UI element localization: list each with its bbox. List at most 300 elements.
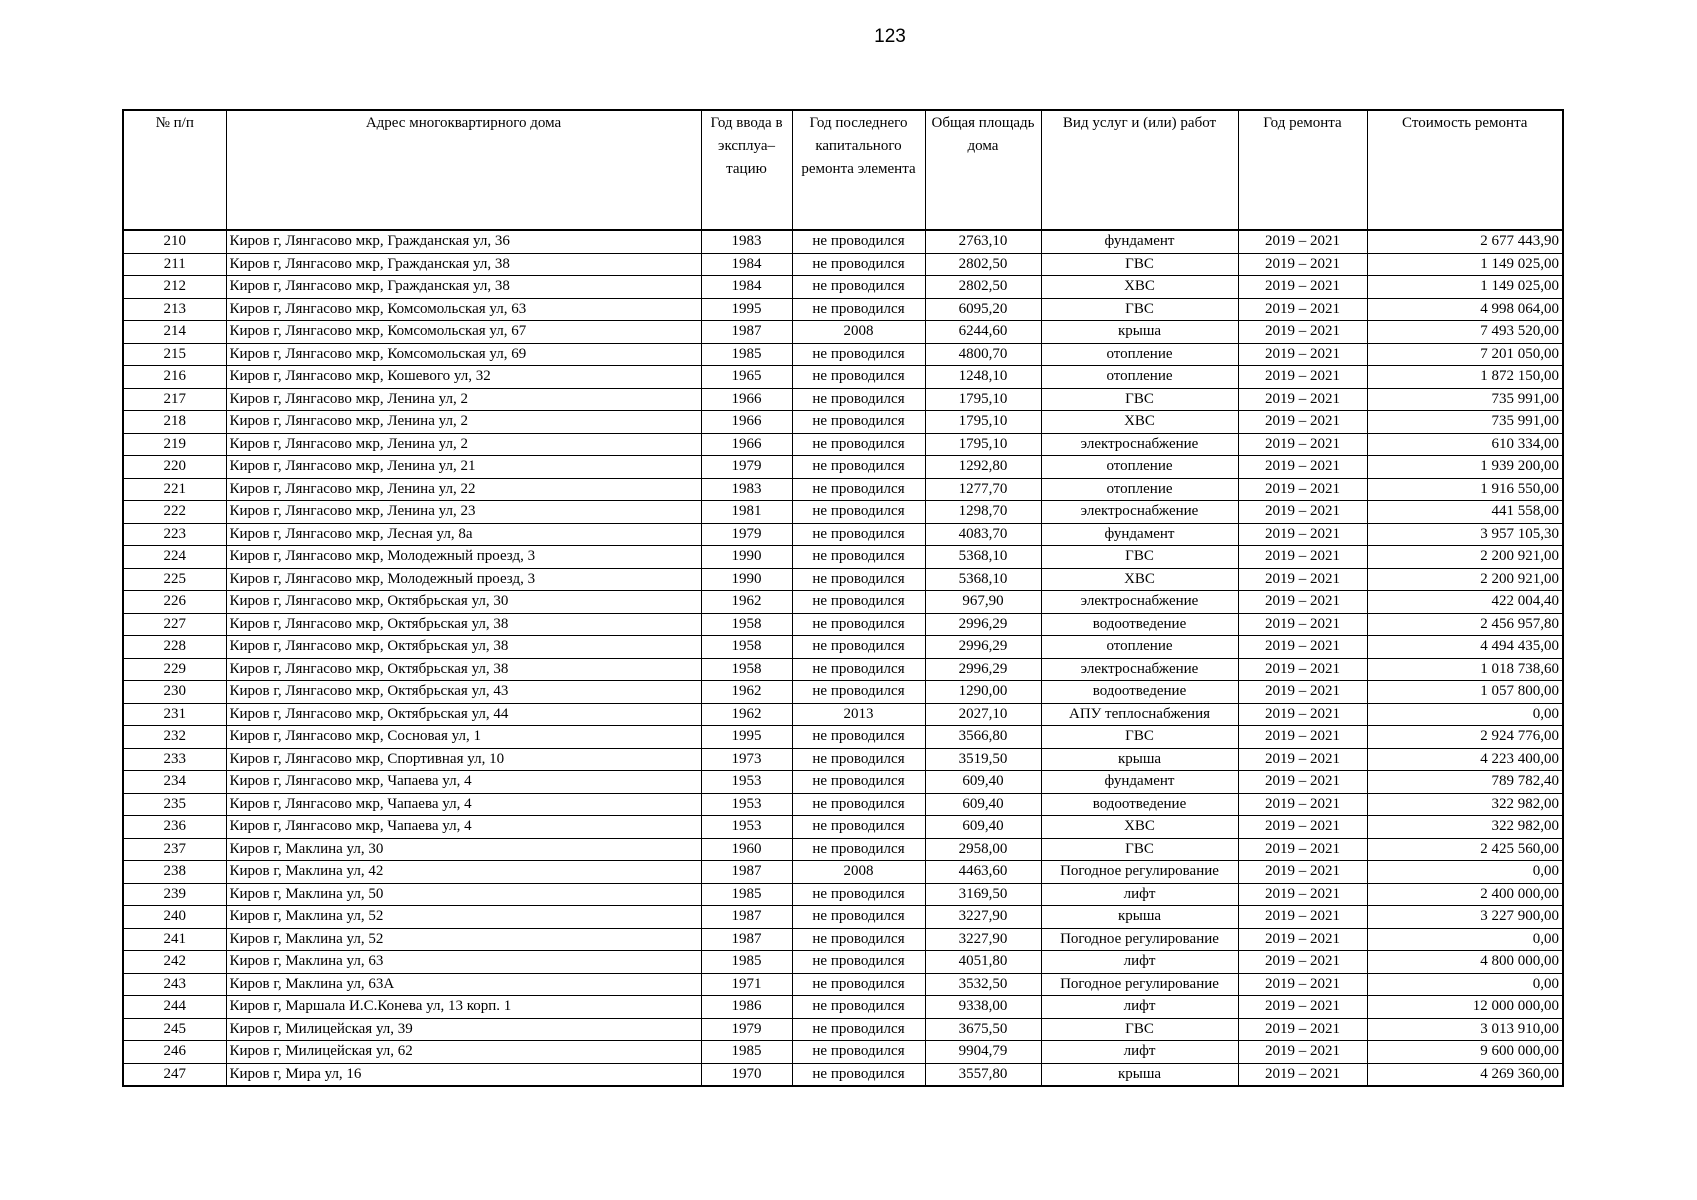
cell-area: 6095,20 <box>925 298 1041 321</box>
cell-last-repair: не проводился <box>792 658 925 681</box>
table-row <box>123 681 1563 704</box>
cell-address: Киров г, Лянгасово мкр, Октябрьская ул, 38 <box>226 613 701 636</box>
cell-number: 231 <box>123 703 226 726</box>
cell-address: Киров г, Лянгасово мкр, Ленина ул, 23 <box>226 501 701 524</box>
cell-cost: 2 200 921,00 <box>1367 546 1563 569</box>
cell-area: 4463,60 <box>925 861 1041 884</box>
cell-year-built: 1986 <box>701 996 792 1019</box>
cell-last-repair: не проводился <box>792 478 925 501</box>
cell-work-type: ХВС <box>1041 276 1238 299</box>
cell-work-type: электроснабжение <box>1041 591 1238 614</box>
column-header-year-built: Год ввода в эксплуа–тацию <box>701 110 792 230</box>
cell-area: 1292,80 <box>925 456 1041 479</box>
cell-repair-year: 2019 – 2021 <box>1238 568 1367 591</box>
cell-repair-year: 2019 – 2021 <box>1238 523 1367 546</box>
cell-cost: 2 456 957,80 <box>1367 613 1563 636</box>
cell-repair-year: 2019 – 2021 <box>1238 230 1367 253</box>
cell-work-type: ГВС <box>1041 546 1238 569</box>
cell-repair-year: 2019 – 2021 <box>1238 861 1367 884</box>
cell-address: Киров г, Маклина ул, 30 <box>226 838 701 861</box>
cell-area: 3675,50 <box>925 1018 1041 1041</box>
cell-number: 210 <box>123 230 226 253</box>
cell-work-type: лифт <box>1041 951 1238 974</box>
cell-area: 3227,90 <box>925 906 1041 929</box>
cell-last-repair: не проводился <box>792 591 925 614</box>
cell-work-type: отопление <box>1041 456 1238 479</box>
cell-work-type: отопление <box>1041 478 1238 501</box>
table-row <box>123 253 1563 276</box>
cell-cost: 12 000 000,00 <box>1367 996 1563 1019</box>
cell-number: 217 <box>123 388 226 411</box>
table-row <box>123 726 1563 749</box>
cell-last-repair: не проводился <box>792 928 925 951</box>
cell-last-repair: не проводился <box>792 1018 925 1041</box>
cell-year-built: 1983 <box>701 230 792 253</box>
cell-address: Киров г, Лянгасово мкр, Гражданская ул, 38 <box>226 253 701 276</box>
cell-year-built: 1962 <box>701 591 792 614</box>
cell-address: Киров г, Лянгасово мкр, Октябрьская ул, 44 <box>226 703 701 726</box>
cell-work-type: водоотведение <box>1041 613 1238 636</box>
cell-last-repair: 2008 <box>792 861 925 884</box>
table-header-row <box>123 110 1563 230</box>
cell-address: Киров г, Лянгасово мкр, Гражданская ул, 36 <box>226 230 701 253</box>
cell-work-type: ГВС <box>1041 838 1238 861</box>
cell-last-repair: не проводился <box>792 388 925 411</box>
cell-area: 1795,10 <box>925 388 1041 411</box>
cell-cost: 2 924 776,00 <box>1367 726 1563 749</box>
column-header-last-repair: Год последнего капитального ремонта элемента <box>792 110 925 230</box>
cell-repair-year: 2019 – 2021 <box>1238 658 1367 681</box>
cell-cost: 441 558,00 <box>1367 501 1563 524</box>
cell-last-repair: не проводился <box>792 433 925 456</box>
cell-last-repair: не проводился <box>792 906 925 929</box>
cell-year-built: 1966 <box>701 433 792 456</box>
cell-number: 243 <box>123 973 226 996</box>
cell-cost: 1 018 738,60 <box>1367 658 1563 681</box>
cell-area: 4051,80 <box>925 951 1041 974</box>
cell-year-built: 1958 <box>701 613 792 636</box>
cell-year-built: 1987 <box>701 928 792 951</box>
cell-address: Киров г, Лянгасово мкр, Октябрьская ул, 30 <box>226 591 701 614</box>
cell-address: Киров г, Лянгасово мкр, Сосновая ул, 1 <box>226 726 701 749</box>
table-row <box>123 343 1563 366</box>
cell-last-repair: не проводился <box>792 838 925 861</box>
cell-repair-year: 2019 – 2021 <box>1238 478 1367 501</box>
cell-year-built: 1965 <box>701 366 792 389</box>
cell-work-type: фундамент <box>1041 771 1238 794</box>
cell-cost: 3 013 910,00 <box>1367 1018 1563 1041</box>
cell-repair-year: 2019 – 2021 <box>1238 321 1367 344</box>
cell-number: 224 <box>123 546 226 569</box>
cell-repair-year: 2019 – 2021 <box>1238 366 1367 389</box>
table-row <box>123 951 1563 974</box>
cell-cost: 1 149 025,00 <box>1367 253 1563 276</box>
table-row <box>123 276 1563 299</box>
cell-repair-year: 2019 – 2021 <box>1238 636 1367 659</box>
cell-area: 609,40 <box>925 816 1041 839</box>
cell-year-built: 1984 <box>701 253 792 276</box>
cell-repair-year: 2019 – 2021 <box>1238 951 1367 974</box>
cell-cost: 3 957 105,30 <box>1367 523 1563 546</box>
column-header-repair-year: Год ремонта <box>1238 110 1367 230</box>
cell-year-built: 1985 <box>701 343 792 366</box>
page-number: 123 <box>874 26 906 47</box>
cell-number: 225 <box>123 568 226 591</box>
cell-last-repair: не проводился <box>792 681 925 704</box>
cell-cost: 789 782,40 <box>1367 771 1563 794</box>
cell-address: Киров г, Лянгасово мкр, Чапаева ул, 4 <box>226 771 701 794</box>
cell-repair-year: 2019 – 2021 <box>1238 388 1367 411</box>
cell-last-repair: не проводился <box>792 613 925 636</box>
cell-year-built: 1971 <box>701 973 792 996</box>
cell-cost: 322 982,00 <box>1367 793 1563 816</box>
cell-area: 4083,70 <box>925 523 1041 546</box>
cell-number: 246 <box>123 1041 226 1064</box>
cell-number: 220 <box>123 456 226 479</box>
cell-work-type: лифт <box>1041 883 1238 906</box>
cell-number: 227 <box>123 613 226 636</box>
cell-year-built: 1984 <box>701 276 792 299</box>
cell-cost: 322 982,00 <box>1367 816 1563 839</box>
table-row <box>123 591 1563 614</box>
cell-year-built: 1973 <box>701 748 792 771</box>
table-row <box>123 433 1563 456</box>
cell-last-repair: 2013 <box>792 703 925 726</box>
cell-repair-year: 2019 – 2021 <box>1238 591 1367 614</box>
cell-cost: 4 223 400,00 <box>1367 748 1563 771</box>
cell-year-built: 1953 <box>701 793 792 816</box>
cell-address: Киров г, Лянгасово мкр, Ленина ул, 22 <box>226 478 701 501</box>
cell-last-repair: не проводился <box>792 951 925 974</box>
cell-address: Киров г, Маклина ул, 63 <box>226 951 701 974</box>
cell-last-repair: не проводился <box>792 501 925 524</box>
cell-last-repair: 2008 <box>792 321 925 344</box>
cell-area: 1248,10 <box>925 366 1041 389</box>
cell-repair-year: 2019 – 2021 <box>1238 838 1367 861</box>
cell-repair-year: 2019 – 2021 <box>1238 456 1367 479</box>
cell-number: 213 <box>123 298 226 321</box>
cell-address: Киров г, Маклина ул, 50 <box>226 883 701 906</box>
cell-repair-year: 2019 – 2021 <box>1238 748 1367 771</box>
cell-last-repair: не проводился <box>792 973 925 996</box>
cell-last-repair: не проводился <box>792 883 925 906</box>
table-row <box>123 703 1563 726</box>
cell-address: Киров г, Милицейская ул, 39 <box>226 1018 701 1041</box>
cell-repair-year: 2019 – 2021 <box>1238 906 1367 929</box>
cell-address: Киров г, Милицейская ул, 62 <box>226 1041 701 1064</box>
table-row <box>123 546 1563 569</box>
cell-repair-year: 2019 – 2021 <box>1238 996 1367 1019</box>
cell-number: 235 <box>123 793 226 816</box>
cell-repair-year: 2019 – 2021 <box>1238 1041 1367 1064</box>
cell-repair-year: 2019 – 2021 <box>1238 276 1367 299</box>
cell-work-type: ГВС <box>1041 388 1238 411</box>
cell-number: 212 <box>123 276 226 299</box>
cell-repair-year: 2019 – 2021 <box>1238 433 1367 456</box>
cell-work-type: электроснабжение <box>1041 433 1238 456</box>
cell-last-repair: не проводился <box>792 793 925 816</box>
cell-cost: 0,00 <box>1367 703 1563 726</box>
cell-year-built: 1966 <box>701 388 792 411</box>
cell-work-type: лифт <box>1041 1041 1238 1064</box>
cell-address: Киров г, Лянгасово мкр, Гражданская ул, 38 <box>226 276 701 299</box>
cell-year-built: 1979 <box>701 456 792 479</box>
cell-area: 3227,90 <box>925 928 1041 951</box>
cell-address: Киров г, Лянгасово мкр, Ленина ул, 2 <box>226 411 701 434</box>
cell-address: Киров г, Мира ул, 16 <box>226 1063 701 1086</box>
cell-repair-year: 2019 – 2021 <box>1238 973 1367 996</box>
cell-year-built: 1987 <box>701 861 792 884</box>
table-row <box>123 996 1563 1019</box>
cell-area: 2027,10 <box>925 703 1041 726</box>
cell-work-type: фундамент <box>1041 523 1238 546</box>
column-header-cost: Стоимость ремонта <box>1367 110 1563 230</box>
cell-cost: 735 991,00 <box>1367 388 1563 411</box>
cell-address: Киров г, Лянгасово мкр, Кошевого ул, 32 <box>226 366 701 389</box>
cell-last-repair: не проводился <box>792 996 925 1019</box>
cell-year-built: 1983 <box>701 478 792 501</box>
cell-cost: 1 916 550,00 <box>1367 478 1563 501</box>
cell-work-type: отопление <box>1041 343 1238 366</box>
cell-cost: 610 334,00 <box>1367 433 1563 456</box>
cell-repair-year: 2019 – 2021 <box>1238 298 1367 321</box>
cell-number: 214 <box>123 321 226 344</box>
cell-repair-year: 2019 – 2021 <box>1238 928 1367 951</box>
table-row <box>123 613 1563 636</box>
cell-number: 234 <box>123 771 226 794</box>
table-row <box>123 456 1563 479</box>
cell-cost: 1 057 800,00 <box>1367 681 1563 704</box>
cell-year-built: 1962 <box>701 681 792 704</box>
cell-year-built: 1953 <box>701 816 792 839</box>
cell-repair-year: 2019 – 2021 <box>1238 1018 1367 1041</box>
cell-work-type: водоотведение <box>1041 793 1238 816</box>
cell-address: Киров г, Лянгасово мкр, Октябрьская ул, 38 <box>226 658 701 681</box>
cell-address: Киров г, Лянгасово мкр, Комсомольская ул, 63 <box>226 298 701 321</box>
cell-repair-year: 2019 – 2021 <box>1238 1063 1367 1086</box>
cell-work-type: отопление <box>1041 366 1238 389</box>
cell-last-repair: не проводился <box>792 366 925 389</box>
cell-year-built: 1987 <box>701 906 792 929</box>
table-row <box>123 388 1563 411</box>
cell-year-built: 1990 <box>701 568 792 591</box>
cell-number: 211 <box>123 253 226 276</box>
cell-year-built: 1979 <box>701 1018 792 1041</box>
cell-cost: 9 600 000,00 <box>1367 1041 1563 1064</box>
cell-area: 2802,50 <box>925 253 1041 276</box>
cell-repair-year: 2019 – 2021 <box>1238 726 1367 749</box>
cell-year-built: 1985 <box>701 883 792 906</box>
cell-year-built: 1958 <box>701 636 792 659</box>
cell-address: Киров г, Лянгасово мкр, Чапаева ул, 4 <box>226 816 701 839</box>
cell-work-type: АПУ теплоснабжения <box>1041 703 1238 726</box>
table-row <box>123 793 1563 816</box>
table-row <box>123 1041 1563 1064</box>
cell-last-repair: не проводился <box>792 726 925 749</box>
cell-area: 9338,00 <box>925 996 1041 1019</box>
cell-area: 3566,80 <box>925 726 1041 749</box>
cell-cost: 4 269 360,00 <box>1367 1063 1563 1086</box>
cell-repair-year: 2019 – 2021 <box>1238 883 1367 906</box>
cell-repair-year: 2019 – 2021 <box>1238 816 1367 839</box>
cell-address: Киров г, Лянгасово мкр, Молодежный проезд, 3 <box>226 546 701 569</box>
cell-address: Киров г, Лянгасово мкр, Чапаева ул, 4 <box>226 793 701 816</box>
cell-repair-year: 2019 – 2021 <box>1238 343 1367 366</box>
cell-last-repair: не проводился <box>792 298 925 321</box>
cell-area: 2958,00 <box>925 838 1041 861</box>
cell-area: 3519,50 <box>925 748 1041 771</box>
cell-year-built: 1987 <box>701 321 792 344</box>
cell-number: 244 <box>123 996 226 1019</box>
cell-work-type: отопление <box>1041 636 1238 659</box>
column-header-area: Общая площадь дома <box>925 110 1041 230</box>
cell-address: Киров г, Маклина ул, 52 <box>226 906 701 929</box>
table-row <box>123 501 1563 524</box>
cell-address: Киров г, Маклина ул, 52 <box>226 928 701 951</box>
cell-cost: 0,00 <box>1367 861 1563 884</box>
cell-area: 3169,50 <box>925 883 1041 906</box>
cell-work-type: ГВС <box>1041 726 1238 749</box>
table-row <box>123 636 1563 659</box>
cell-area: 3557,80 <box>925 1063 1041 1086</box>
cell-address: Киров г, Лянгасово мкр, Ленина ул, 21 <box>226 456 701 479</box>
cell-address: Киров г, Маклина ул, 42 <box>226 861 701 884</box>
column-header-work-type: Вид услуг и (или) работ <box>1041 110 1238 230</box>
cell-area: 1795,10 <box>925 433 1041 456</box>
cell-cost: 0,00 <box>1367 928 1563 951</box>
cell-number: 228 <box>123 636 226 659</box>
table-row <box>123 928 1563 951</box>
cell-cost: 2 200 921,00 <box>1367 568 1563 591</box>
cell-last-repair: не проводился <box>792 748 925 771</box>
cell-address: Киров г, Маршала И.С.Конева ул, 13 корп. 1 <box>226 996 701 1019</box>
cell-last-repair: не проводился <box>792 343 925 366</box>
cell-area: 4800,70 <box>925 343 1041 366</box>
cell-number: 238 <box>123 861 226 884</box>
table-body <box>123 230 1563 1086</box>
cell-cost: 422 004,40 <box>1367 591 1563 614</box>
cell-address: Киров г, Лянгасово мкр, Лесная ул, 8а <box>226 523 701 546</box>
cell-year-built: 1970 <box>701 1063 792 1086</box>
cell-last-repair: не проводился <box>792 411 925 434</box>
cell-last-repair: не проводился <box>792 523 925 546</box>
cell-repair-year: 2019 – 2021 <box>1238 771 1367 794</box>
table-row <box>123 838 1563 861</box>
cell-area: 2996,29 <box>925 658 1041 681</box>
cell-cost: 0,00 <box>1367 973 1563 996</box>
cell-number: 236 <box>123 816 226 839</box>
cell-cost: 1 872 150,00 <box>1367 366 1563 389</box>
cell-area: 5368,10 <box>925 546 1041 569</box>
cell-cost: 1 939 200,00 <box>1367 456 1563 479</box>
cell-cost: 735 991,00 <box>1367 411 1563 434</box>
cell-area: 2763,10 <box>925 230 1041 253</box>
cell-work-type: лифт <box>1041 996 1238 1019</box>
cell-number: 242 <box>123 951 226 974</box>
cell-area: 5368,10 <box>925 568 1041 591</box>
cell-cost: 3 227 900,00 <box>1367 906 1563 929</box>
cell-number: 218 <box>123 411 226 434</box>
cell-number: 229 <box>123 658 226 681</box>
cell-number: 222 <box>123 501 226 524</box>
cell-repair-year: 2019 – 2021 <box>1238 411 1367 434</box>
table-row <box>123 1063 1563 1086</box>
cell-cost: 7 493 520,00 <box>1367 321 1563 344</box>
cell-year-built: 1985 <box>701 951 792 974</box>
cell-cost: 1 149 025,00 <box>1367 276 1563 299</box>
cell-address: Киров г, Лянгасово мкр, Комсомольская ул, 69 <box>226 343 701 366</box>
table-row <box>123 748 1563 771</box>
cell-number: 245 <box>123 1018 226 1041</box>
column-header-address: Адрес многоквартирного дома <box>226 110 701 230</box>
table-row <box>123 1018 1563 1041</box>
cell-cost: 4 800 000,00 <box>1367 951 1563 974</box>
cell-address: Киров г, Лянгасово мкр, Ленина ул, 2 <box>226 433 701 456</box>
cell-area: 2996,29 <box>925 636 1041 659</box>
cell-work-type: крыша <box>1041 748 1238 771</box>
cell-work-type: водоотведение <box>1041 681 1238 704</box>
cell-number: 216 <box>123 366 226 389</box>
table-row <box>123 568 1563 591</box>
cell-work-type: крыша <box>1041 1063 1238 1086</box>
cell-last-repair: не проводился <box>792 771 925 794</box>
cell-last-repair: не проводился <box>792 456 925 479</box>
cell-address: Киров г, Лянгасово мкр, Комсомольская ул, 67 <box>226 321 701 344</box>
cell-work-type: фундамент <box>1041 230 1238 253</box>
cell-year-built: 1960 <box>701 838 792 861</box>
cell-last-repair: не проводился <box>792 1063 925 1086</box>
cell-number: 223 <box>123 523 226 546</box>
cell-cost: 2 677 443,90 <box>1367 230 1563 253</box>
cell-last-repair: не проводился <box>792 276 925 299</box>
cell-last-repair: не проводился <box>792 1041 925 1064</box>
cell-cost: 2 425 560,00 <box>1367 838 1563 861</box>
cell-area: 967,90 <box>925 591 1041 614</box>
cell-area: 2996,29 <box>925 613 1041 636</box>
cell-number: 241 <box>123 928 226 951</box>
cell-repair-year: 2019 – 2021 <box>1238 681 1367 704</box>
cell-number: 215 <box>123 343 226 366</box>
cell-area: 609,40 <box>925 771 1041 794</box>
cell-cost: 7 201 050,00 <box>1367 343 1563 366</box>
cell-cost: 4 494 435,00 <box>1367 636 1563 659</box>
cell-address: Киров г, Лянгасово мкр, Спортивная ул, 10 <box>226 748 701 771</box>
cell-repair-year: 2019 – 2021 <box>1238 793 1367 816</box>
table-row <box>123 658 1563 681</box>
cell-number: 221 <box>123 478 226 501</box>
cell-year-built: 1995 <box>701 726 792 749</box>
table-row <box>123 478 1563 501</box>
table-row <box>123 411 1563 434</box>
cell-address: Киров г, Лянгасово мкр, Молодежный проезд, 3 <box>226 568 701 591</box>
cell-cost: 4 998 064,00 <box>1367 298 1563 321</box>
cell-number: 219 <box>123 433 226 456</box>
cell-last-repair: не проводился <box>792 253 925 276</box>
cell-year-built: 1990 <box>701 546 792 569</box>
cell-cost: 2 400 000,00 <box>1367 883 1563 906</box>
cell-work-type: электроснабжение <box>1041 501 1238 524</box>
table-row <box>123 321 1563 344</box>
cell-address: Киров г, Лянгасово мкр, Октябрьская ул, 43 <box>226 681 701 704</box>
cell-number: 239 <box>123 883 226 906</box>
cell-repair-year: 2019 – 2021 <box>1238 546 1367 569</box>
cell-year-built: 1962 <box>701 703 792 726</box>
cell-repair-year: 2019 – 2021 <box>1238 501 1367 524</box>
cell-year-built: 1979 <box>701 523 792 546</box>
cell-area: 3532,50 <box>925 973 1041 996</box>
cell-year-built: 1981 <box>701 501 792 524</box>
cell-area: 2802,50 <box>925 276 1041 299</box>
